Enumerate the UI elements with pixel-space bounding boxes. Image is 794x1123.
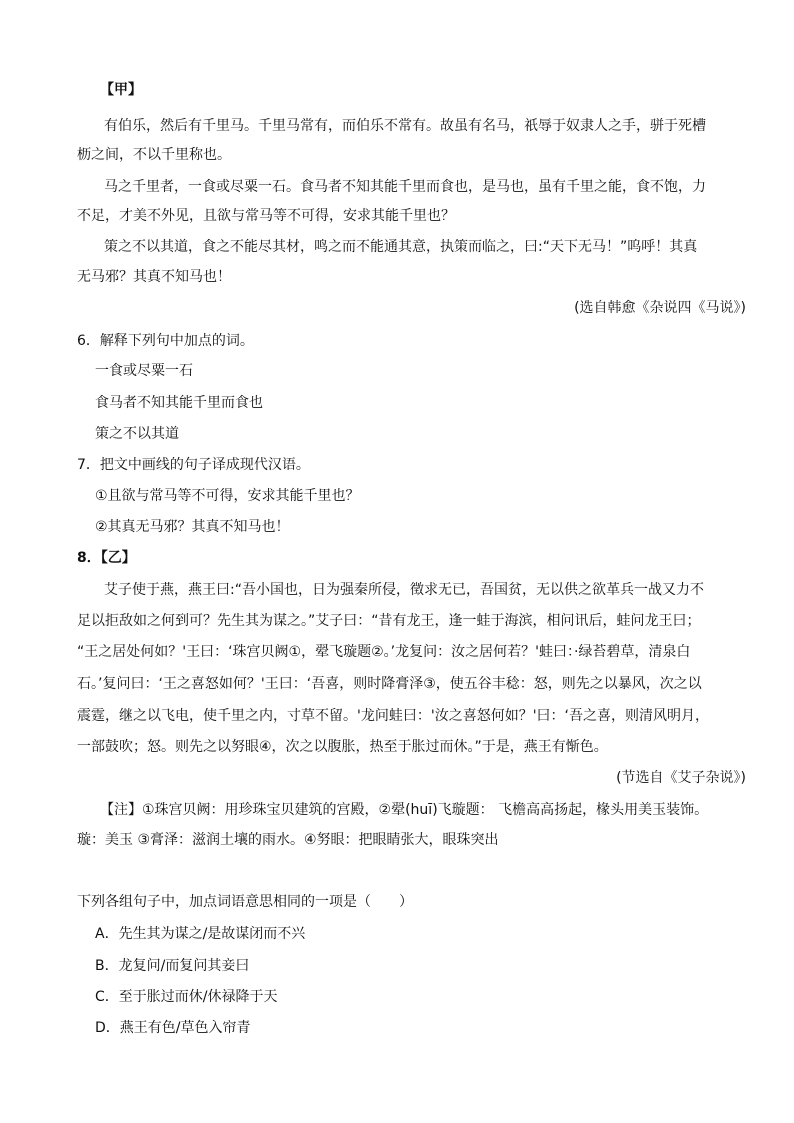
- question-6-item: 策之不以其道: [95, 426, 179, 442]
- section-label-jia: 【甲】: [100, 82, 142, 98]
- passage-jia-p1-line2: 枥之间，不以千里称也。: [77, 147, 231, 163]
- passage-jia-p2-line1: 马之千里者，一食或尽粟一石。食马者不知其能千里而食也，是马也，虽有千里之能，食不饱，力: [104, 179, 706, 195]
- passage-jia-p3-line1: 策之不以其道，食之不能尽其材，鸣之而不能通其意，执策而临之，曰:“天下无马！”呜呼！其真: [104, 239, 698, 255]
- question-8-stem: 下列各组句子中，加点词语意思相同的一项是（ ）: [77, 894, 413, 910]
- passage-yi-line5: 震霆，继之以飞电，使千里之内，寸草不留。'龙问蛙曰：'汝之喜怒何如？'曰：‘吾之喜，则清风明月，: [77, 708, 709, 724]
- passage-yi-line4: 石。’复问曰：‘王之喜怒如何？'王曰：‘吾喜，则时降膏泽③，使五谷丰稔：怒，则先之以暴风，次之以: [77, 676, 702, 692]
- passage-yi-source: (节选自《艾子杂说》): [616, 770, 746, 786]
- passage-yi-line1: 艾子使于燕，燕王曰:“吾小国也，日为强秦所侵，徵求无已，吾国贫，无以供之欲革兵一战又力不: [104, 582, 704, 598]
- passage-jia-p2-line2: 不足，才美不外见，且欲与常马等不可得，安求其能千里也？: [77, 208, 455, 224]
- question-7-item: ②其真无马邪？其真不知马也！: [95, 519, 290, 535]
- annotation-line2: 璇：美玉 ③膏泽：滋润土壤的雨水。④努眼：把眼睛张大，眼珠突出: [77, 832, 499, 848]
- passage-jia-p1-line1: 有伯乐，然后有千里马。千里马常有，而伯乐不常有。故虽有名马，祇辱于奴隶人之手，骈于死槽: [104, 118, 706, 134]
- annotation-line1: 【注】①珠宫贝阙：用珍珠宝贝建筑的宫殿，②翚(huī)飞璇题： 飞檐高高扬起，椽头用美玉装饰。: [100, 802, 709, 818]
- question-7-stem: 7．把文中画线的句子译成现代汉语。: [77, 457, 310, 473]
- passage-jia-source: (选自韩愈《杂说四《马说》): [574, 300, 746, 316]
- passage-jia-p3-line2: 无马邪？其真不知马也！: [77, 269, 231, 285]
- passage-yi-line6: 一部鼓吹；怒。则先之以努眼④，次之以腹胀，热至于胀过而休。”于是，燕王有惭色。: [77, 739, 608, 755]
- answer-option: A．先生其为谋之/是故谋闭而不兴: [95, 926, 306, 942]
- passage-yi-line2: 足以拒敌如之何到可？先生其为谋之。”艾子曰：“昔有龙王，逢一蛙于海滨，相问讯后，蛙问龙王曰；: [77, 613, 701, 629]
- passage-yi-line3: “王之居处何如？'王曰：‘珠宫贝阙①，翚飞璇题②。’龙复问：汝之居何若？'蛙曰：·绿苔碧草，清泉白: [77, 644, 691, 660]
- question-7-item: ①且欲与常马等不可得，安求其能千里也？: [95, 488, 360, 504]
- answer-option: C．至于胀过而休/休禄降于天: [95, 989, 278, 1005]
- section-label-yi: 8．【乙】: [77, 550, 136, 566]
- question-6-item: 一食或尽粟一石: [95, 363, 193, 379]
- answer-option: B．龙复问/而复问其妾曰: [95, 958, 250, 974]
- question-6-item: 食马者不知其能千里而食也: [95, 395, 263, 411]
- question-6-stem: 6．解释下列句中加点的词。: [77, 333, 254, 349]
- answer-option: D．燕王有色/草色入帘青: [95, 1020, 251, 1036]
